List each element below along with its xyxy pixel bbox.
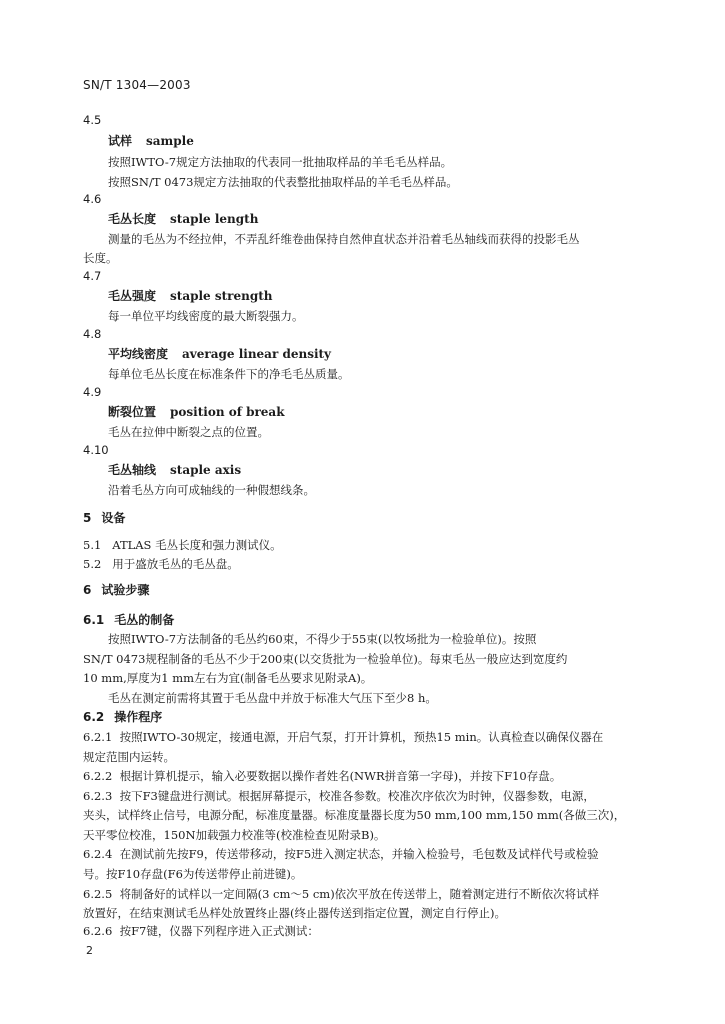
step-line [83, 846, 599, 862]
term-number: 4.7 [83, 269, 102, 283]
term-zh: 毛丛长度 [108, 212, 157, 226]
term-heading [108, 404, 285, 420]
term-zh: 毛丛轴线 [108, 463, 157, 477]
term-heading [108, 346, 331, 362]
term-number: 4.6 [83, 192, 102, 206]
term-number: 4.10 [83, 443, 109, 457]
term-zh: 试样 [108, 134, 133, 148]
step-line: 规定范围内运转。 [83, 750, 175, 764]
standard-code: SN/T 1304—2003 [83, 78, 191, 92]
step-line: 放置好，在结束测试毛丛样处放置终止器(终止器传送到指定位置，测定自行停止)。 [83, 906, 506, 920]
term-number: 4.8 [83, 327, 102, 341]
step-number: 6.2.2 [83, 769, 113, 783]
step-line [83, 729, 603, 745]
page-number: 2 [86, 944, 93, 957]
item-number: 5.1 [83, 538, 102, 552]
item-number: 5.2 [83, 557, 102, 571]
term-definition: 按照SN/T 0473规定方法抽取的代表整批抽取样品的羊毛毛丛样品。 [108, 175, 458, 189]
term-zh: 毛丛强度 [108, 289, 157, 303]
paragraph-line: 毛丛在测定前需将其置于毛丛盘中并放于标准大气压下至少8 h。 [108, 691, 437, 705]
term-definition: 每单位毛丛长度在标准条件下的净毛毛丛质量。 [108, 367, 350, 381]
step-line: 夹头，试样终止信号，电源分配，标准度量器。标准度量器长度为50 mm,100 mm,150 mm(各做三次)， [83, 808, 626, 822]
step-number: 6.2.6 [83, 924, 113, 938]
paragraph-line: SN/T 0473规程制备的毛丛不少于200束(以交货批为一检验单位)。每束毛丛一般应达到宽度约 [83, 652, 568, 666]
step-line [83, 788, 595, 804]
term-definition: 测量的毛丛为不经拉伸，不弄乱纤维卷曲保持自然伸直状态并沿着毛丛轴线而获得的投影毛丛 [108, 232, 580, 246]
step-number: 6.2.1 [83, 730, 113, 744]
term-en: position of break [170, 405, 285, 419]
step-line [83, 768, 561, 784]
term-number: 4.9 [83, 385, 102, 399]
paragraph-line: 10 mm,厚度为1 mm左右为宜(制备毛丛要求见附录A)。 [83, 671, 373, 685]
term-definition: 按照IWTO-7规定方法抽取的代表同一批抽取样品的羊毛毛丛样品。 [108, 155, 453, 169]
term-zh: 平均线密度 [108, 347, 169, 361]
subsection-number: 6.2 [83, 710, 105, 724]
step-line [83, 886, 599, 902]
section-heading [83, 582, 149, 598]
term-zh: 断裂位置 [108, 405, 157, 419]
item-text: 用于盛放毛丛的毛丛盘。 [112, 557, 239, 571]
term-definition: 沿着毛丛方向可成轴线的一种假想线条。 [108, 483, 315, 497]
section-title: 设备 [101, 511, 126, 525]
term-en: sample [146, 134, 194, 148]
term-en: average linear density [182, 347, 332, 361]
term-number: 4.5 [83, 113, 102, 127]
section-number: 5 [83, 511, 92, 525]
list-item [83, 537, 282, 553]
term-heading [108, 211, 258, 227]
paragraph-line: 按照IWTO-7方法制备的毛丛约60束，不得少于55束(以牧场批为一检验单位)。按照 [108, 632, 537, 646]
step-line: 天平零位校准，150N加载强力校准等(校准检查见附录B)。 [83, 828, 386, 842]
section-title: 试验步骤 [101, 583, 150, 597]
term-heading [108, 288, 273, 304]
step-text: 按F7键，仪器下列程序进入正式测试： [119, 924, 319, 938]
term-en: staple axis [170, 463, 242, 477]
step-number: 6.2.3 [83, 789, 113, 803]
subsection-heading [83, 612, 174, 628]
step-text: 根据计算机提示，输入必要数据以操作者姓名(NWR拼音第一字母)，并按下F10存盘。 [119, 769, 562, 783]
step-text: 按照IWTO-30规定，接通电源，开启气泵，打开计算机，预热15 min。认真检查以确保仪器在 [119, 730, 604, 744]
term-definition: 毛丛在拉伸中断裂之点的位置。 [108, 425, 269, 439]
step-text: 按下F3键盘进行测试。根据屏幕提示，校准各参数。校准次序依次为时钟，仪器参数，电源， [119, 789, 595, 803]
list-item [83, 556, 239, 572]
step-text: 在测试前先按F9，传送带移动，按F5进入测定状态，并输入检验号，毛包数及试样代号或检验 [119, 847, 599, 861]
section-heading [83, 510, 125, 526]
step-text: 将制备好的试样以一定间隔(3 cm～5 cm)依次平放在传送带上，随着测定进行不断依次将试样 [119, 887, 600, 901]
step-number: 6.2.5 [83, 887, 113, 901]
step-number: 6.2.4 [83, 847, 113, 861]
subsection-title: 操作程序 [114, 710, 163, 724]
subsection-heading [83, 709, 162, 725]
item-text: ATLAS 毛丛长度和强力测试仪。 [112, 538, 282, 552]
term-definition: 每一单位平均线密度的最大断裂强力。 [108, 309, 304, 323]
term-heading [108, 462, 241, 478]
section-number: 6 [83, 583, 92, 597]
term-definition: 长度。 [83, 251, 118, 265]
subsection-title: 毛丛的制备 [114, 613, 175, 627]
step-line [83, 923, 319, 939]
step-line: 号。按F10存盘(F6为传送带停止前进键)。 [83, 867, 303, 881]
term-en: staple length [170, 212, 259, 226]
term-en: staple strength [170, 289, 273, 303]
term-heading [108, 133, 194, 149]
subsection-number: 6.1 [83, 613, 105, 627]
